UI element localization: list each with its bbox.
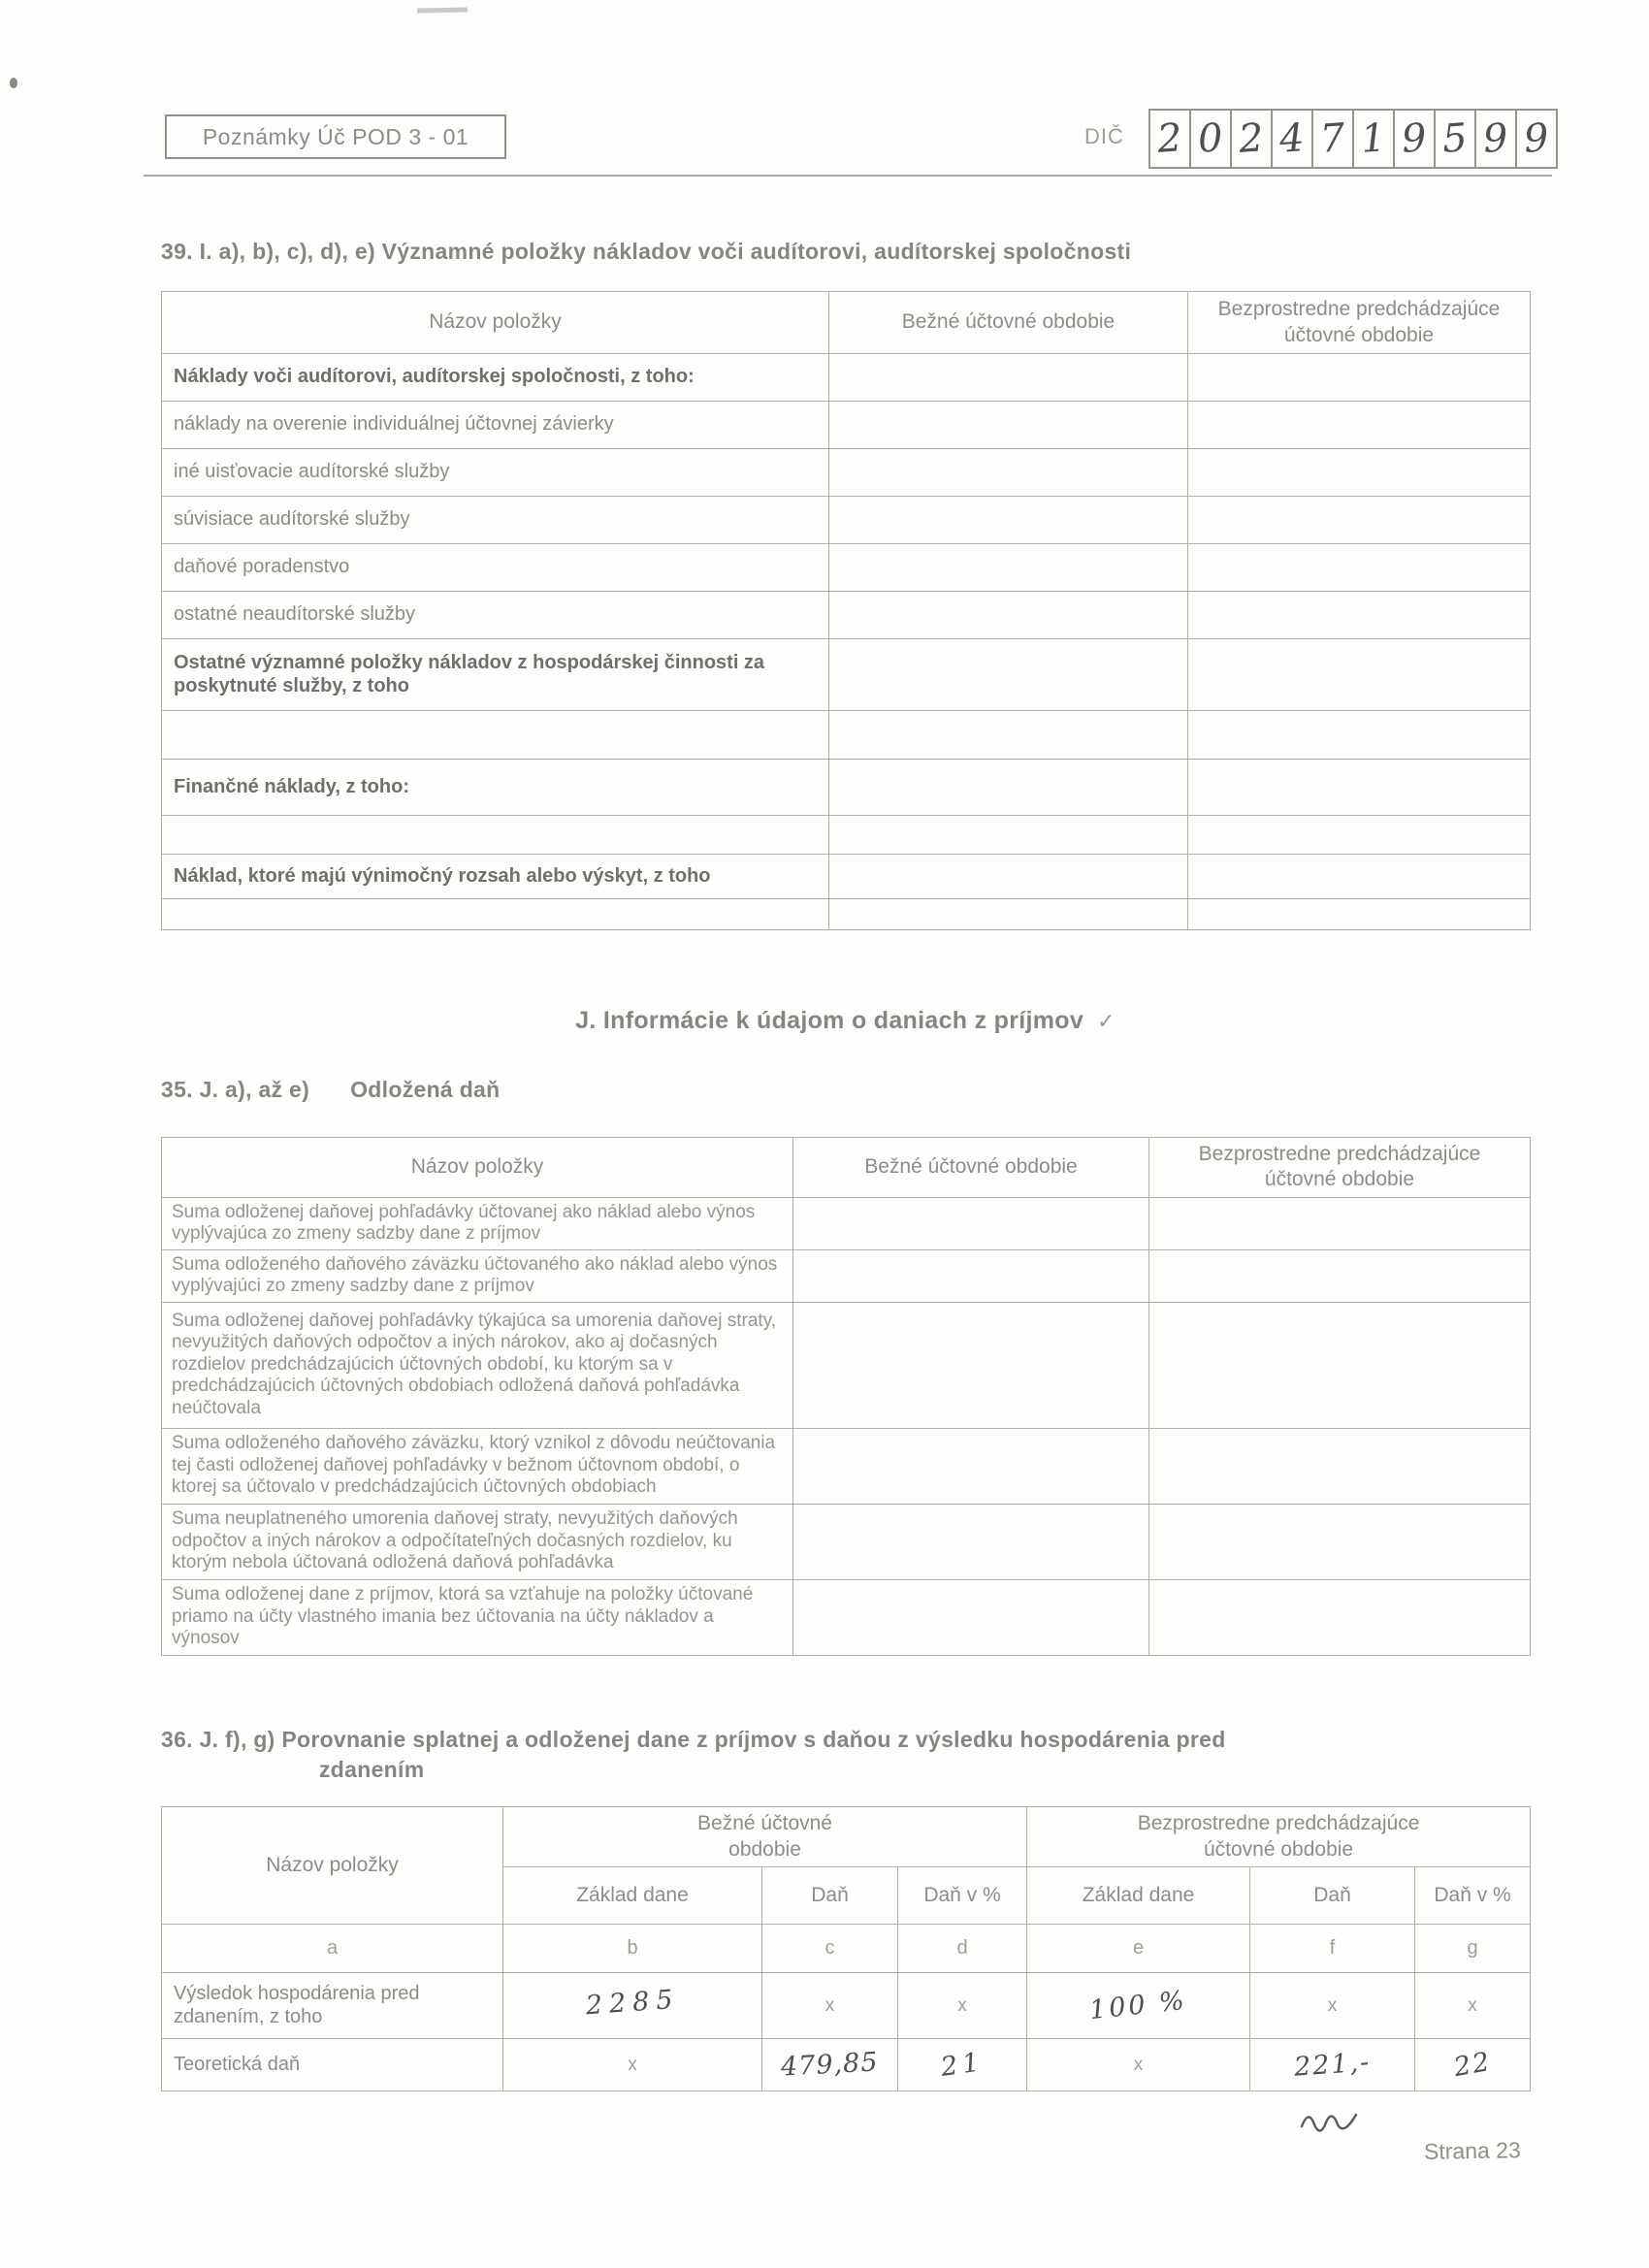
value-cell	[829, 711, 1188, 760]
table-row	[162, 855, 1531, 899]
value-cell	[829, 544, 1188, 592]
row-label: daňové poradenstvo	[162, 544, 829, 592]
row-label: Ostatné významné položky nákladov z hospodárskej činnosti za poskytnuté služby, z toho	[162, 639, 829, 711]
x-cell: x	[1027, 2039, 1250, 2091]
value-cell	[1188, 816, 1531, 855]
value-cell	[503, 1973, 762, 2039]
dic-box	[1311, 109, 1354, 169]
value-cell	[793, 1428, 1149, 1504]
value-cell	[829, 639, 1188, 711]
group-header-current-line1: Bežné účtovné	[697, 1812, 832, 1835]
scan-artifact-dot	[10, 78, 17, 88]
section-39-title: 39. I. a), b), c), d), e) Významné položky nákladov voči audítorovi, audítorskej spoločnosti	[161, 239, 1132, 264]
handwritten-scribble	[1296, 2103, 1374, 2136]
section-35-name: Odložená daň	[350, 1077, 501, 1102]
auditor-costs-table	[161, 291, 1531, 930]
form-label: Poznámky Úč POD 3 - 01	[202, 123, 469, 149]
dic-digit: 9	[1481, 115, 1510, 162]
value-cell	[829, 855, 1188, 899]
letter-e: e	[1027, 1925, 1250, 1973]
row-label	[162, 899, 829, 930]
row-label: Suma odloženého daňového záväzku, ktorý vznikol z dôvodu neúčtovania tej časti odloženej daňovej pohľadávky v bežnom účtovnom období, o ktorej sa účtovalo v predchádzajúcich účtovných obdobiach	[162, 1428, 793, 1504]
table-row	[162, 1579, 1531, 1655]
section-j-heading	[161, 1007, 1530, 1035]
handwritten-value: 221,-	[1292, 2047, 1373, 2083]
value-cell	[1149, 1504, 1531, 1579]
value-cell	[1188, 760, 1531, 816]
value-cell	[762, 2039, 898, 2091]
dic-digit: 5	[1440, 115, 1470, 162]
value-cell	[1188, 544, 1531, 592]
table-row	[162, 449, 1531, 497]
dic-digit: 0	[1196, 115, 1225, 162]
letter-f: f	[1250, 1925, 1415, 1973]
checkmark-icon: ✓	[1097, 1009, 1116, 1033]
value-cell	[829, 497, 1188, 544]
subheader-tax-current: Daň	[762, 1867, 898, 1925]
dic-digit: 9	[1522, 115, 1551, 162]
dic-digit: 4	[1277, 115, 1307, 162]
dic-label: DIČ	[1084, 124, 1124, 148]
col-header-name: Názov položky	[162, 1138, 793, 1198]
value-cell	[1188, 402, 1531, 449]
row-label	[162, 816, 829, 855]
x-cell: x	[503, 2039, 762, 2091]
handwritten-value: 100 %	[1087, 1985, 1189, 2026]
deferred-tax-table	[161, 1137, 1531, 1656]
letter-c: c	[762, 1925, 898, 1973]
value-cell	[1188, 711, 1531, 760]
table-row	[162, 711, 1531, 760]
table-row	[162, 1504, 1531, 1579]
dic-digit: 2	[1237, 115, 1266, 162]
table-row	[162, 1197, 1531, 1249]
section-35-number: 35. J. a), až e)	[161, 1077, 310, 1102]
table-letter-row	[162, 1925, 1531, 1973]
section-36-title-line1: 36. J. f), g) Porovnanie splatnej a odloženej dane z príjmov s daňou z výsledku hospodárenia pred	[161, 1727, 1226, 1752]
table-row	[162, 760, 1531, 816]
dic-box	[1230, 109, 1273, 169]
value-cell	[829, 592, 1188, 639]
subheader-taxpct-current: Daň v %	[898, 1867, 1027, 1925]
value-cell	[898, 2039, 1027, 2091]
handwritten-value: 22	[1451, 2046, 1494, 2084]
table-row	[162, 354, 1531, 402]
form-label-box	[165, 114, 506, 159]
col-header-current: Bežné účtovné obdobie	[793, 1138, 1149, 1198]
value-cell	[1188, 855, 1531, 899]
value-cell	[1415, 2039, 1531, 2091]
group-header-previous-line2: účtovné obdobie	[1203, 1837, 1354, 1861]
dic-box	[1352, 109, 1395, 169]
row-label: ostatné neaudítorské služby	[162, 592, 829, 639]
row-label: náklady na overenie individuálnej účtovnej závierky	[162, 402, 829, 449]
col-header-previous: Bezprostredne predchádzajúce účtovné obdobie	[1149, 1138, 1531, 1198]
table-row	[162, 2039, 1531, 2091]
section-j-title: J. Informácie k údajom o daniach z príjmov	[575, 1007, 1084, 1034]
value-cell	[829, 354, 1188, 402]
handwritten-value: 479,85	[780, 2047, 880, 2083]
header-divider	[144, 175, 1552, 177]
scan-artifact-dash	[417, 8, 468, 14]
dic-box	[1434, 109, 1476, 169]
value-cell	[1149, 1302, 1531, 1428]
x-cell: x	[898, 1973, 1027, 2039]
value-cell	[1149, 1428, 1531, 1504]
dic-digit-boxes	[1150, 109, 1558, 169]
value-cell	[829, 816, 1188, 855]
value-cell	[793, 1504, 1149, 1579]
row-label: Finančné náklady, z toho:	[162, 760, 829, 816]
section-36-title	[161, 1725, 1538, 1785]
group-header-previous	[1027, 1807, 1531, 1867]
row-label: súvisiace audítorské služby	[162, 497, 829, 544]
table-row	[162, 1428, 1531, 1504]
dic-box	[1148, 109, 1191, 169]
row-label: Suma odloženej daňovej pohľadávky týkajúca sa umorenia daňovej straty, nevyužitých daňových odpočtov a iných nárokov, ako aj dočasných rozdielov predchádzajúcich účtovných období, ku ktorým sa v predchádzajúcich účtovných obdobiach odložená daňová pohľadávka neúčtovala	[162, 1302, 793, 1428]
section-36-title-line2: zdanením	[319, 1757, 425, 1783]
subheader-tax-previous: Daň	[1250, 1867, 1415, 1925]
dic-box	[1474, 109, 1517, 169]
letter-a: a	[162, 1925, 503, 1973]
table-row	[162, 544, 1531, 592]
value-cell	[793, 1302, 1149, 1428]
table-row	[162, 816, 1531, 855]
table-row	[162, 402, 1531, 449]
dic-box	[1515, 109, 1558, 169]
row-label: Výsledok hospodárenia pred zdanením, z toho	[162, 1973, 503, 2039]
value-cell	[1027, 1973, 1250, 2039]
section-35-title	[161, 1077, 501, 1103]
x-cell: x	[762, 1973, 898, 2039]
row-label	[162, 711, 829, 760]
row-label: Teoretická daň	[162, 2039, 503, 2091]
value-cell	[1188, 354, 1531, 402]
subheader-base-previous: Základ dane	[1027, 1867, 1250, 1925]
table-header-row	[162, 1138, 1531, 1198]
col-header-current: Bežné účtovné obdobie	[829, 292, 1188, 354]
value-cell	[829, 899, 1188, 930]
tax-comparison-table	[161, 1806, 1531, 2091]
col-header-name: Názov položky	[162, 1807, 503, 1925]
dic-digit: 9	[1400, 115, 1429, 162]
dic-box	[1393, 109, 1436, 169]
row-label: iné uisťovacie audítorské služby	[162, 449, 829, 497]
value-cell	[1188, 497, 1531, 544]
table-row	[162, 899, 1531, 930]
dic-box	[1271, 109, 1313, 169]
value-cell	[793, 1197, 1149, 1249]
value-cell	[1149, 1579, 1531, 1655]
dic-digit: 2	[1155, 115, 1184, 162]
row-label: Suma odloženej dane z príjmov, ktorá sa vzťahuje na položky účtované priamo na účty vlastného imania bez účtovania na účty nákladov a výnosov	[162, 1579, 793, 1655]
subheader-base-current: Základ dane	[503, 1867, 762, 1925]
page-number: Strana 23	[1423, 2137, 1521, 2164]
x-cell: x	[1415, 1973, 1531, 2039]
letter-g: g	[1415, 1925, 1531, 1973]
value-cell	[1188, 592, 1531, 639]
row-label: Suma odloženého daňového záväzku účtovaného ako náklad alebo výnos vyplývajúci zo zmeny sadzby dane z príjmov	[162, 1249, 793, 1302]
group-header-current	[503, 1807, 1027, 1867]
row-label: Náklad, ktoré majú výnimočný rozsah alebo výskyt, z toho	[162, 855, 829, 899]
value-cell	[1149, 1249, 1531, 1302]
value-cell	[1188, 449, 1531, 497]
row-label: Suma neuplatneného umorenia daňovej straty, nevyužitých daňových odpočtov a iných nárokov a odpočítateľných dočasných rozdielov, ku ktorým nebola účtovaná odložená daňová pohľadávka	[162, 1504, 793, 1579]
table-row	[162, 1249, 1531, 1302]
value-cell	[793, 1579, 1149, 1655]
handwritten-value: 21	[938, 2047, 986, 2083]
table-header-row	[162, 292, 1531, 354]
letter-b: b	[503, 1925, 762, 1973]
dic-box	[1189, 109, 1232, 169]
value-cell	[829, 449, 1188, 497]
dic-digit: 1	[1359, 115, 1388, 162]
x-cell: x	[1250, 1973, 1415, 2039]
row-label: Suma odloženej daňovej pohľadávky účtovanej ako náklad alebo výnos vyplývajúca zo zmeny sadzby dane z príjmov	[162, 1197, 793, 1249]
value-cell	[1149, 1197, 1531, 1249]
value-cell	[1188, 899, 1531, 930]
group-header-current-line2: obdobie	[728, 1837, 801, 1861]
table-group-header-row	[162, 1807, 1531, 1867]
value-cell	[1250, 2039, 1415, 2091]
dic-digit: 7	[1318, 115, 1347, 162]
group-header-previous-line1: Bezprostredne predchádzajúce	[1137, 1812, 1420, 1835]
value-cell	[793, 1249, 1149, 1302]
letter-d: d	[898, 1925, 1027, 1973]
table-row	[162, 1973, 1531, 2039]
value-cell	[829, 402, 1188, 449]
value-cell	[1188, 639, 1531, 711]
col-header-previous: Bezprostredne predchádzajúce účtovné obdobie	[1188, 292, 1531, 354]
table-row	[162, 1302, 1531, 1428]
col-header-name: Názov položky	[162, 292, 829, 354]
handwritten-value: 2285	[584, 1984, 681, 2022]
subheader-taxpct-previous: Daň v %	[1415, 1867, 1531, 1925]
table-row	[162, 592, 1531, 639]
row-label: Náklady voči audítorovi, audítorskej spoločnosti, z toho:	[162, 354, 829, 402]
table-row	[162, 639, 1531, 711]
table-row	[162, 497, 1531, 544]
value-cell	[829, 760, 1188, 816]
